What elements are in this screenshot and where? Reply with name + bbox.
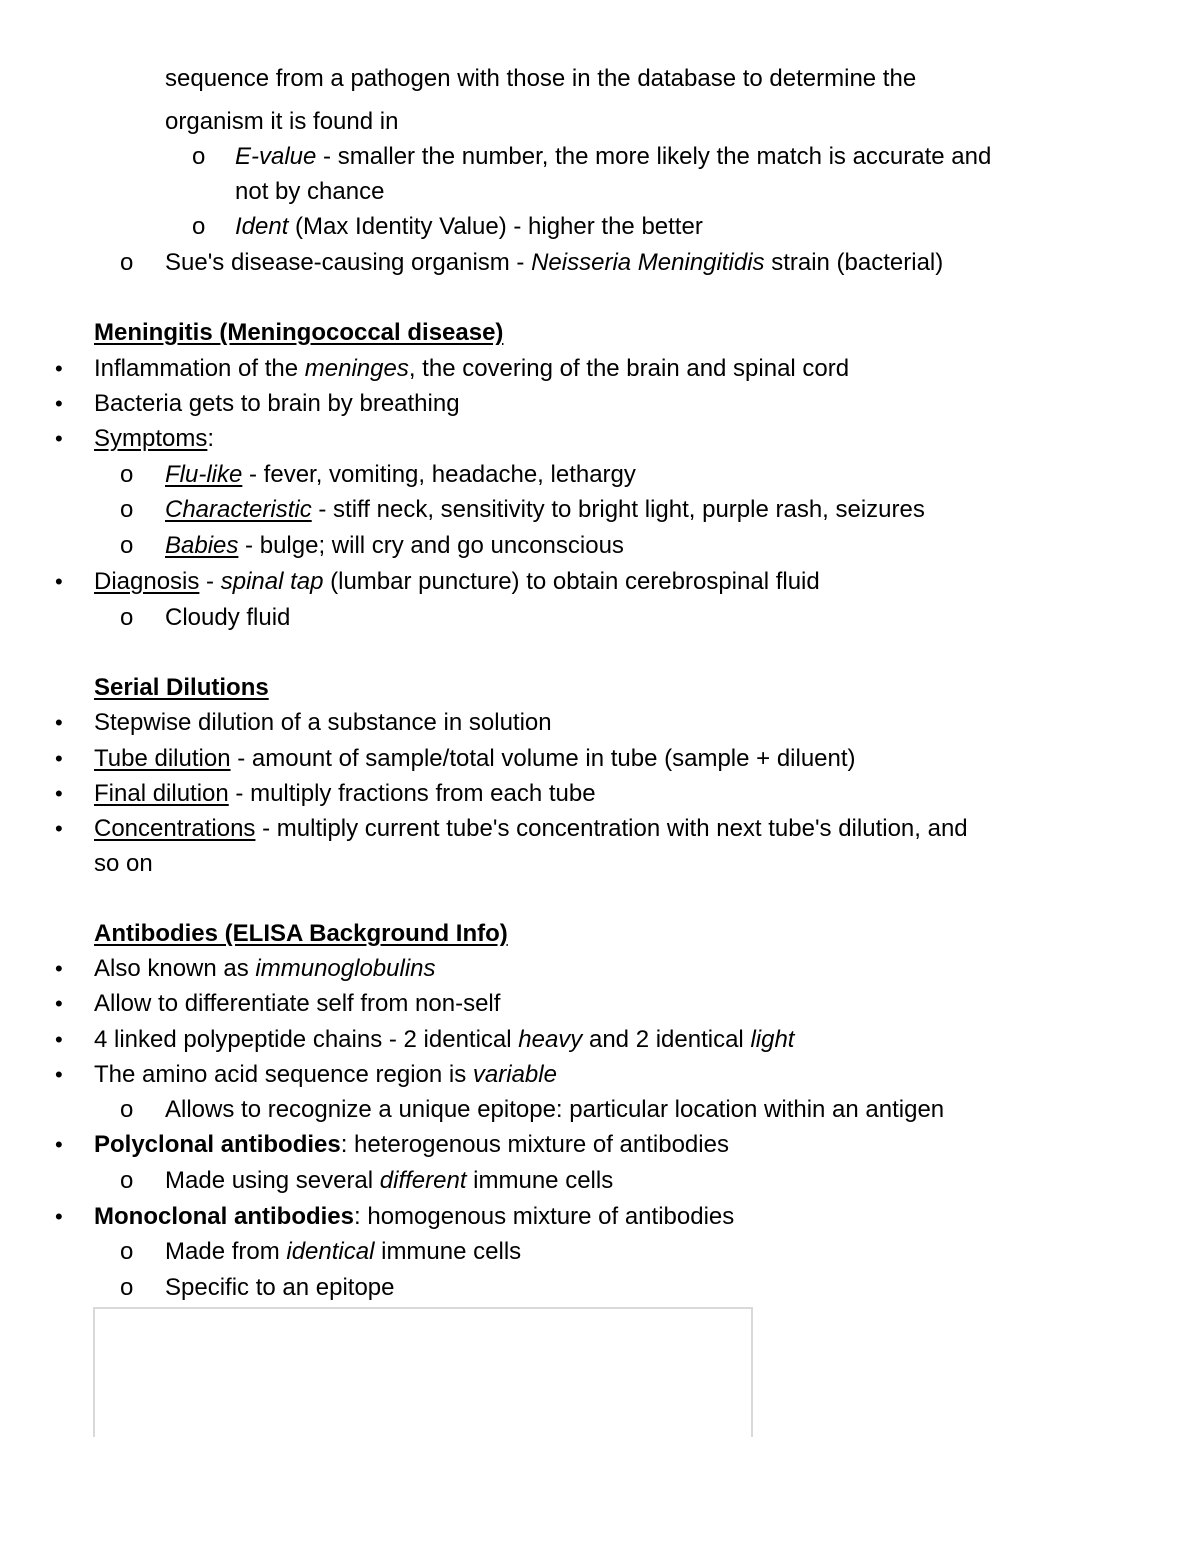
antibodies-heading: Antibodies (ELISA Background Info)	[94, 920, 508, 947]
antibodies-bullet-4	[94, 1060, 557, 1090]
bullet-marker: •	[55, 1204, 63, 1229]
bullet-marker: •	[55, 426, 63, 451]
text-italic: identical	[286, 1238, 375, 1265]
evalue-term: E-value	[235, 143, 317, 170]
text: immune cells	[374, 1238, 522, 1265]
text: - stiff neck, sensitivity to bright light, purple rash, seizures	[311, 496, 925, 523]
antibodies-bullet-1	[94, 954, 436, 984]
text-bold: Monoclonal antibodies	[94, 1203, 355, 1230]
sub-bullet-marker: o	[120, 461, 134, 488]
text: - multiply current tube's concentration with next tube's dilution, and	[255, 815, 968, 842]
text: Also known as	[94, 955, 256, 982]
empty-image-frame	[93, 1307, 753, 1437]
cut-off-text: sequence from a pathogen with those in the database to determine the	[165, 65, 917, 92]
term-label: Concentrations	[94, 815, 256, 842]
bullet-marker: •	[55, 569, 63, 594]
meningitis-heading: Meningitis (Meningococcal disease)	[94, 319, 504, 346]
term-label: Final dilution	[94, 780, 229, 807]
bullet-marker: •	[55, 956, 63, 981]
text: - bulge; will cry and go unconscious	[238, 532, 624, 559]
symptom-label: Characteristic	[165, 496, 312, 523]
symptom-characteristic	[165, 495, 925, 525]
symptom-flu-like	[165, 460, 636, 490]
continued-line: organism it is found in	[165, 108, 399, 135]
bullet-marker: •	[55, 1062, 63, 1087]
text-italic: immunoglobulins	[255, 955, 436, 982]
text: , the covering of the brain and spinal cord	[408, 355, 850, 382]
ident-text: (Max Identity Value) - higher the better	[288, 213, 703, 240]
evalue-item	[235, 142, 991, 172]
meningitis-bullet-4	[94, 567, 820, 597]
diagnosis-sub: Cloudy fluid	[165, 604, 291, 631]
text-italic: different	[379, 1167, 467, 1194]
sub-bullet-marker: o	[120, 532, 134, 559]
evalue-cont: not by chance	[235, 178, 385, 205]
sub-bullet-marker: o	[192, 213, 206, 240]
text: Made from	[165, 1238, 287, 1265]
text: 4 linked polypeptide chains - 2 identical	[94, 1026, 519, 1053]
serial-heading: Serial Dilutions	[94, 674, 269, 701]
ident-item	[235, 212, 703, 242]
sub-bullet-marker: o	[120, 1096, 134, 1123]
text: -	[199, 568, 221, 595]
meningitis-bullet-1	[94, 354, 849, 384]
text: The amino acid sequence region is	[94, 1061, 473, 1088]
sue-text: Sue's disease-causing organism -	[165, 249, 532, 276]
text: : homogenous mixture of antibodies	[354, 1203, 735, 1230]
sub-bullet-marker: o	[120, 496, 134, 523]
symptoms-label: Symptoms	[94, 425, 208, 452]
antibodies-bullet-5	[94, 1130, 729, 1160]
sub-bullet-marker: o	[120, 1167, 134, 1194]
meningitis-bullet-2: Bacteria gets to brain by breathing	[94, 390, 460, 417]
diagnosis-label: Diagnosis	[94, 568, 200, 595]
text-italic: meninges	[304, 355, 409, 382]
bullet-marker: •	[55, 391, 63, 416]
symptom-label: Flu-like	[165, 461, 243, 488]
text: - amount of sample/total volume in tube (sample + diluent)	[230, 745, 856, 772]
evalue-text: - smaller the number, the more likely the match is accurate and	[316, 143, 992, 170]
sue-tail: strain (bacterial)	[764, 249, 944, 276]
antibodies-sub-3	[165, 1237, 521, 1267]
sub-bullet-marker: o	[120, 604, 134, 631]
bullet-marker: •	[55, 781, 63, 806]
text: - fever, vomiting, headache, lethargy	[242, 461, 636, 488]
antibodies-sub-4: Specific to an epitope	[165, 1274, 395, 1301]
cut-off-text-line	[165, 65, 917, 94]
text-italic: light	[750, 1026, 795, 1053]
text: immune cells	[466, 1167, 614, 1194]
sue-item	[165, 248, 943, 278]
serial-bullet-4	[94, 814, 968, 844]
text-italic: heavy	[518, 1026, 583, 1053]
text-italic: spinal tap	[220, 568, 324, 595]
text: Inflammation of the	[94, 355, 305, 382]
text: - multiply fractions from each tube	[228, 780, 596, 807]
text: Made using several	[165, 1167, 380, 1194]
antibodies-sub-2	[165, 1166, 613, 1196]
serial-bullet-2	[94, 744, 856, 774]
sub-bullet-marker: o	[120, 249, 134, 276]
antibodies-bullet-3	[94, 1025, 794, 1055]
sub-bullet-marker: o	[120, 1238, 134, 1265]
term-label: Tube dilution	[94, 745, 231, 772]
serial-bullet-4-cont: so on	[94, 850, 153, 877]
serial-bullet-3	[94, 779, 596, 809]
meningitis-bullet-3	[94, 424, 214, 454]
antibodies-sub-1: Allows to recognize a unique epitope: particular location within an antigen	[165, 1096, 945, 1123]
sue-organism: Neisseria Meningitidis	[531, 249, 765, 276]
text: : heterogenous mixture of antibodies	[340, 1131, 729, 1158]
symptom-babies	[165, 531, 624, 561]
bullet-marker: •	[55, 1027, 63, 1052]
bullet-marker: •	[55, 1132, 63, 1157]
sub-bullet-marker: o	[120, 1274, 134, 1301]
text: and 2 identical	[582, 1026, 751, 1053]
symptom-label: Babies	[165, 532, 239, 559]
serial-bullet-1: Stepwise dilution of a substance in solution	[94, 709, 552, 736]
bullet-marker: •	[55, 816, 63, 841]
bullet-marker: •	[55, 710, 63, 735]
sub-bullet-marker: o	[192, 143, 206, 170]
bullet-marker: •	[55, 356, 63, 381]
bullet-marker: •	[55, 746, 63, 771]
text-bold: Polyclonal antibodies	[94, 1131, 341, 1158]
antibodies-bullet-6	[94, 1202, 734, 1232]
text: :	[207, 425, 215, 452]
antibodies-bullet-2: Allow to differentiate self from non-self	[94, 990, 501, 1017]
ident-term: Ident	[235, 213, 289, 240]
text: (lumbar puncture) to obtain cerebrospinal fluid	[323, 568, 820, 595]
text-italic: variable	[472, 1061, 557, 1088]
bullet-marker: •	[55, 991, 63, 1016]
